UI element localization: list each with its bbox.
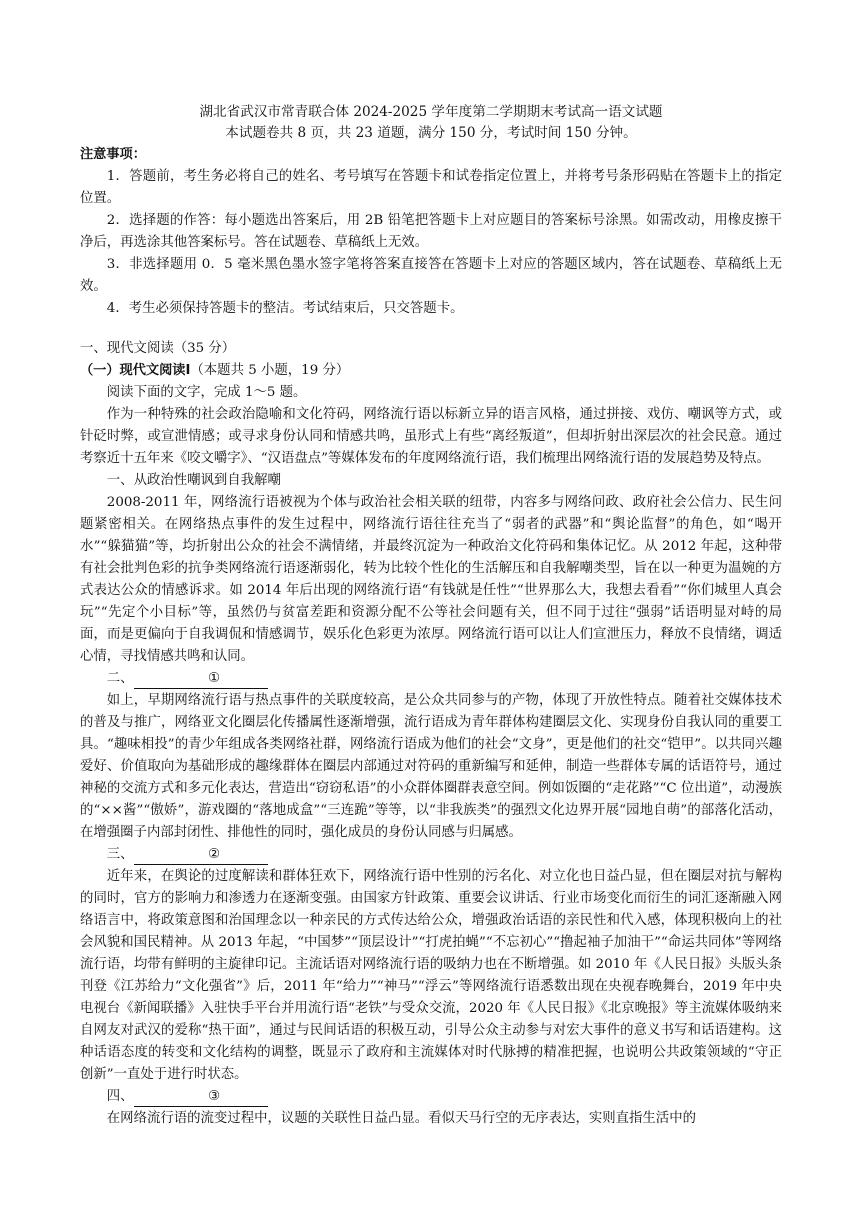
heading-1: 一、从政治性嘲讽到自我解嘲 (106, 473, 281, 488)
heading-2-prefix: 二、 (106, 671, 134, 686)
exam-title: 湖北省武汉市常青联合体 2024-2025 学年度第二学期期末考试高一语文试题 (199, 104, 663, 120)
reading-instruction: 阅读下面的文字，完成 1～5 题。 (106, 385, 307, 400)
paragraph-3: 近年来，在舆论的过度解读和群体狂欢下，网络流行语中性别的污名化、对立化也日益凸显，但在圈层对抗与解构的同时，官方的影响力和渗透力在逐渐变强。由国家方针政策、重要会议讲话、行业市场变化而衍生的词汇逐渐融入网络语言中，将政策意图和治国理念以一种亲民的方式传达给公众，增强政治话语的亲民性和代入感，体现积极向上的社会风貌和国民精神。从 2013 年起，“中国梦”“顶层设计”“打虎拍蝇”“不忘初心”“撸起袖子加油干”“命运共同体”等网络流行语，均带有鲜明的主旋律印记。主流话语对网络流行语的吸纳力也在不断增强。如 2010 年《人民日报》头版头条刊登《江苏给力“文化强省”》后，2011 年“给力”“神马”“浮云”等网络流行语悉数出现在央视春晚舞台，2019 年中央电视台《新闻联播》入驻快手平台并用流行语“老铁”与受众交流，2020 年《人民日报》《北京晚报》等主流媒体吸纳来自网友对武汉的爱称“热干面”，通过与民间话语的积极互动，引导公众主动参与对宏大事件的意义书写和话语建构。这种话语态度的转变和文化结构的调整，既显示了政府和主流媒体对时代脉搏的精准把握，也说明公共政策领域的“守正创新”一直处于进行时状态。 (80, 869, 782, 1082)
heading-3-prefix: 三、 (106, 847, 134, 862)
heading-2 (80, 668, 782, 690)
notice-item-4: 4．考生必须保持答题卡的整洁。考试结束后，只交答题卡。 (106, 301, 464, 316)
fill-blank-2: ② (134, 846, 268, 865)
subsection-label: （一）现代文阅读Ⅰ (80, 363, 191, 378)
subsection-meta: （本题共 5 小题，19 分） (190, 363, 350, 378)
spacer (80, 320, 782, 338)
notice-heading: 注意事项： (80, 147, 146, 162)
notice-item-1: 1．答题前，考生务必将自己的姓名、考号填写在答题卡和试卷指定位置上，并将考号条形码贴在答题卡上的指定位置。 (80, 169, 782, 206)
exam-info: 本试题卷共 8 页，共 23 道题，满分 150 分，考试时间 150 分钟。 (225, 125, 637, 141)
subsection-title (80, 360, 782, 382)
exam-page (80, 102, 782, 1130)
section-title: 一、现代文阅读（35 分） (80, 341, 236, 356)
notice-item-2: 2．选择题的作答：每小题选出答案后，用 2B 铅笔把答题卡上对应题目的答案标号涂黑。如需改动，用橡皮擦干净后，再选涂其他答案标号。答在试题卷、草稿纸上无效。 (80, 213, 782, 250)
paragraph-1: 2008-2011 年，网络流行语被视为个体与政治社会相关联的纽带，内容多与网络问政、政府社会公信力、民生问题紧密相关。在网络热点事件的发生过程中，网络流行语往往充当了“弱者的武器”和“舆论监督”的角色，如“喝开水”“躲猫猫”等，均折射出公众的社会不满情绪，并最终沉淀为一种政治文化符码和集体记忆。从 2012 年起，这种带有社会批判色彩的抗争类网络流行语逐渐弱化，转为比较个性化的生活解压和自我解嘲类型，旨在以一种更为温婉的方式表达公众的情感诉求。如 2014 年后出现的网络流行语“有钱就是任性”“世界那么大，我想去看看”“你们城里人真会玩”“先定个小目标”等，虽然仍与贫富差距和资源分配不公等社会问题有关，但不同于过往“强弱”话语明显对峙的局面，而是更偏向于自我调侃和情感调节，娱乐化色彩更为浓厚。网络流行语可以让人们宣泄压力，释放不良情绪，调适心情，寻找情感共鸣和认同。 (80, 495, 782, 664)
fill-blank-1: ① (134, 670, 268, 689)
notice-item-3: 3．非选择题用 0．5 毫米黑色墨水签字笔将答案直接答在答题卡上对应的答题区域内，答在试题卷、草稿纸上无效。 (80, 257, 782, 294)
heading-3 (80, 844, 782, 866)
article-intro: 作为一种特殊的社会政治隐喻和文化符码，网络流行语以标新立异的语言风格，通过拼接、戏仿、嘲讽等方式，或针砭时弊，或宣泄情感；或寻求身份认同和情感共鸣，虽形式上有些“离经叛道”，但却折射出深层次的社会民意。通过考察近十五年来《咬文嚼字》、“汉语盘点”等媒体发布的年度网络流行语，我们梳理出网络流行语的发展趋势及特点。 (80, 407, 782, 466)
paragraph-4: 在网络流行语的流变过程中，议题的关联性日益凸显。看似天马行空的无序表达，实则直指生活中的 (106, 1111, 696, 1126)
fill-blank-3: ③ (134, 1088, 268, 1107)
heading-4 (80, 1086, 782, 1108)
heading-4-prefix: 四、 (106, 1089, 134, 1104)
paragraph-2: 如上，早期网络流行语与热点事件的关联度较高，是公众共同参与的产物，体现了开放性特点。随着社交媒体技术的普及与推广，网络亚文化圈层化传播属性逐渐增强，流行语成为青年群体构建圈层文化、实现身份自我认同的重要工具。“趣味相投”的青少年组成各类网络社群，网络流行语成为他们的社会“文身”，更是他们的社交“铠甲”。以共同兴趣爱好、价值取向为基础形成的趣缘群体在圈层内部通过对符码的重新编写和延伸，制造一些群体专属的话语符号，通过神秘的交流方式和多元化表达，营造出“窃窃私语”的小众群体圈群表意空间。例如饭圈的“走花路”“C 位出道”，动漫族的“××酱”“傲娇”，游戏圈的“落地成盒”“三连跪”等等，以“非我族类”的强烈文化边界开展“园地自萌”的部落化活动，在增强圈子内部封闭性、排他性的同时，强化成员的身份认同感与归属感。 (80, 693, 782, 840)
